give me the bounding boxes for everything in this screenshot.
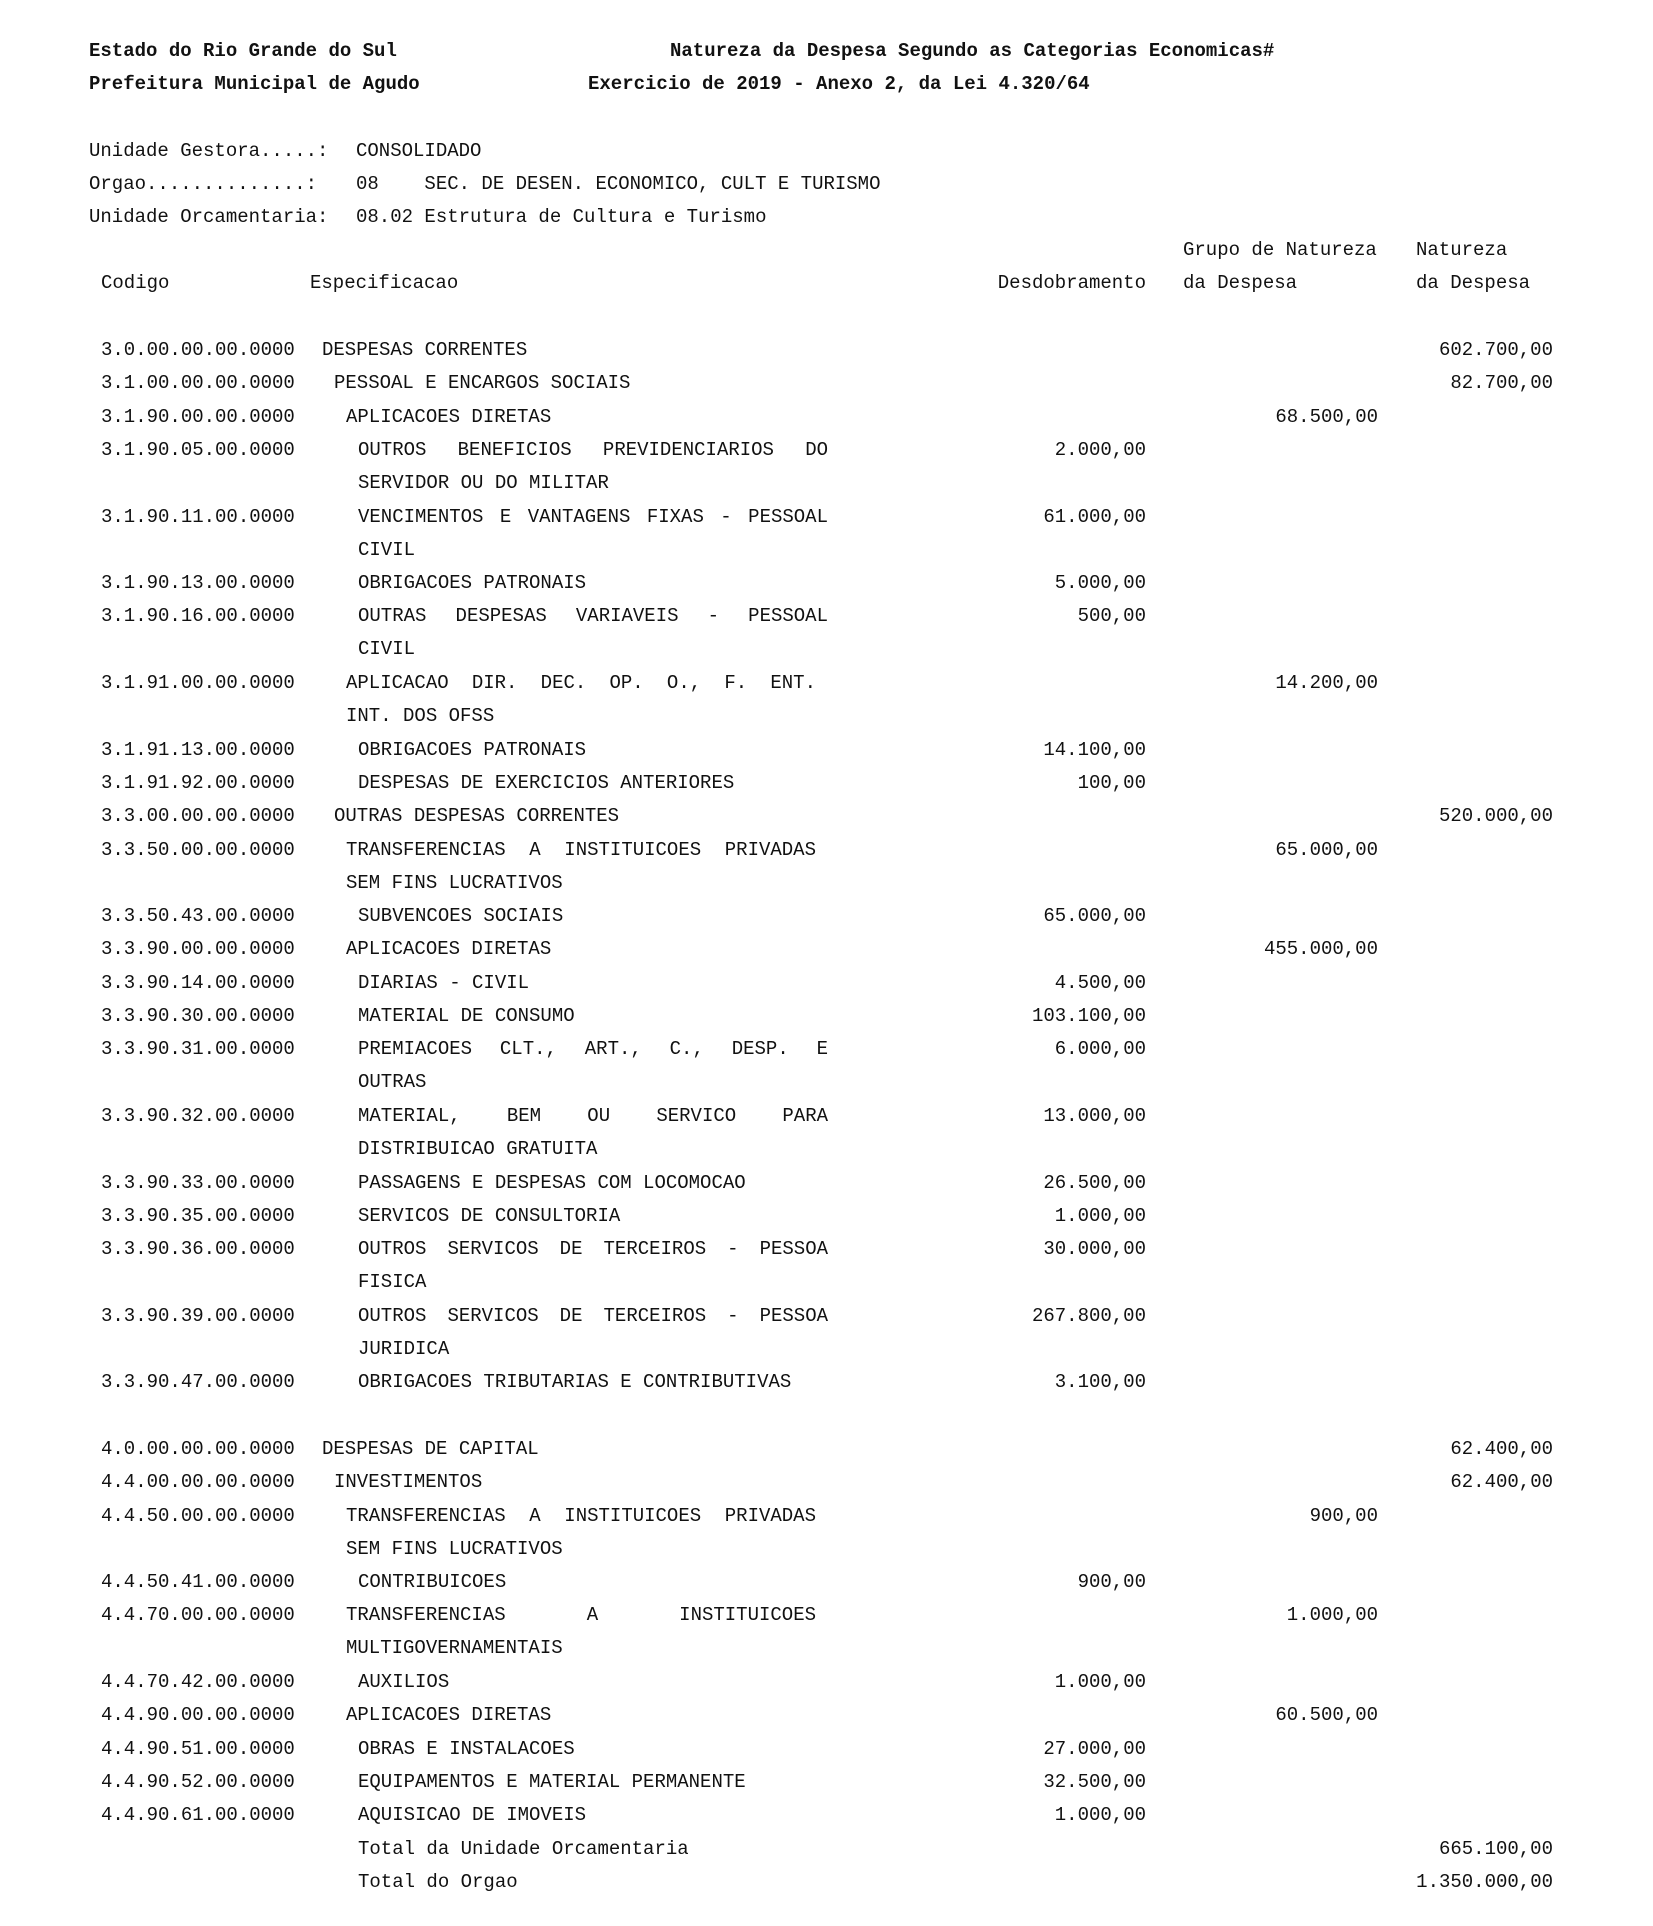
row-code: 3.3.90.36.00.0000: [101, 1238, 295, 1261]
col-especificacao: Especificacao: [310, 272, 459, 294]
row-specification: OUTRAS DESPESAS CORRENTES: [334, 805, 620, 828]
row-specification: APLICACOES DIRETAS: [346, 405, 552, 428]
row-specification: OBRIGACOES TRIBUTARIAS E CONTRIBUTIVAS: [358, 1371, 792, 1394]
row-desdobramento: 30.000,00: [1043, 1238, 1146, 1261]
row-specification: APLICACOES DIRETAS: [346, 1704, 552, 1727]
row-code: 3.0.00.00.00.0000: [101, 339, 295, 361]
row-specification: OUTROS SERVICOS DE TERCEIROS - PESSOA: [358, 1304, 828, 1327]
table-row: [0, 739, 1653, 772]
row-code: 3.3.00.00.00.0000: [101, 805, 295, 828]
row-grupo-natureza: 60.500,00: [1275, 1704, 1378, 1727]
table-row: [0, 772, 1653, 805]
total-value: 1.350.000,00: [1416, 1870, 1553, 1893]
table-row: [0, 672, 1653, 727]
row-grupo-natureza: 68.500,00: [1275, 405, 1378, 428]
row-desdobramento: 100,00: [1077, 771, 1146, 794]
row-code: 4.4.70.00.00.0000: [101, 1604, 295, 1627]
table-row: [0, 406, 1653, 439]
report-subtitle: Exercicio de 2019 - Anexo 2, da Lei 4.320/64: [588, 73, 1090, 95]
row-specification: OBRIGACOES PATRONAIS: [358, 572, 587, 595]
row-code: 3.3.90.14.00.0000: [101, 971, 295, 994]
row-specification-continued: SERVIDOR OU DO MILITAR: [358, 471, 609, 494]
table-row: [0, 438, 1653, 494]
row-specification: APLICACOES DIRETAS: [346, 938, 552, 961]
row-desdobramento: 267.800,00: [1031, 1304, 1146, 1327]
row-specification: TRANSFERENCIAS A INSTITUICOES PRIVADAS: [346, 838, 816, 861]
row-specification: CONTRIBUICOES: [358, 1571, 507, 1594]
table-row: [0, 1371, 1653, 1404]
row-natureza-despesa: 62.400,00: [1450, 1437, 1553, 1460]
row-specification: DIARIAS - CIVIL: [358, 971, 530, 994]
row-specification: PESSOAL E ENCARGOS SOCIAIS: [334, 372, 631, 395]
table-row: [0, 1471, 1653, 1504]
unidade-gestora-value: CONSOLIDADO: [356, 140, 482, 162]
table-row: [0, 1104, 1653, 1160]
entity-name: Estado do Rio Grande do Sul: [89, 40, 397, 62]
row-code: 4.4.90.52.00.0000: [101, 1770, 295, 1793]
table-row: [0, 1604, 1653, 1660]
table-row: [0, 1238, 1653, 1294]
row-desdobramento: 13.000,00: [1043, 1104, 1146, 1127]
table-row: [0, 339, 1653, 372]
row-desdobramento: 500,00: [1077, 605, 1146, 628]
row-specification: MATERIAL DE CONSUMO: [358, 1005, 575, 1027]
row-desdobramento: 2.000,00: [1054, 438, 1146, 461]
row-grupo-natureza: 900,00: [1309, 1504, 1378, 1527]
row-desdobramento: 27.000,00: [1043, 1737, 1146, 1760]
row-desdobramento: 1.000,00: [1054, 1804, 1146, 1827]
row-grupo-natureza: 65.000,00: [1275, 838, 1378, 861]
row-desdobramento: 900,00: [1077, 1571, 1146, 1594]
row-specification: TRANSFERENCIAS A INSTITUICOES PRIVADAS: [346, 1504, 816, 1527]
row-specification: AQUISICAO DE IMOVEIS: [358, 1804, 587, 1827]
row-specification: TRANSFERENCIAS A INSTITUICOES: [346, 1604, 816, 1627]
row-code: 3.3.50.43.00.0000: [101, 905, 295, 928]
table-row: [0, 938, 1653, 971]
row-specification: OUTRAS DESPESAS VARIAVEIS - PESSOAL: [358, 605, 828, 628]
row-specification: MATERIAL, BEM OU SERVICO PARA: [358, 1104, 828, 1127]
row-code: 3.3.90.47.00.0000: [101, 1371, 295, 1394]
row-specification: DESPESAS CORRENTES: [322, 339, 528, 361]
row-natureza-despesa: 82.700,00: [1450, 372, 1553, 395]
table-row: [0, 505, 1653, 561]
row-specification: PREMIACOES CLT., ART., C., DESP. E: [358, 1038, 828, 1061]
total-label: Total da Unidade Orcamentaria: [358, 1837, 689, 1860]
row-code: 4.4.90.00.00.0000: [101, 1704, 295, 1727]
total-row: [0, 1838, 1653, 1871]
row-specification: SUBVENCOES SOCIAIS: [358, 905, 564, 928]
row-specification: VENCIMENTOS E VANTAGENS FIXAS - PESSOAL: [358, 505, 828, 528]
table-row: [0, 1304, 1653, 1360]
table-row: [0, 1571, 1653, 1604]
col-grupo-line1: Grupo de Natureza: [1183, 239, 1377, 261]
table-row: [0, 838, 1653, 894]
col-desdobramento: Desdobramento: [997, 272, 1146, 294]
row-specification-continued: OUTRAS: [358, 1071, 427, 1094]
total-value: 665.100,00: [1438, 1837, 1553, 1860]
row-code: 3.3.90.33.00.0000: [101, 1171, 295, 1194]
table-row: [0, 1771, 1653, 1804]
row-grupo-natureza: 1.000,00: [1286, 1604, 1378, 1627]
row-code: 4.4.50.00.00.0000: [101, 1504, 295, 1527]
row-code: 4.4.70.42.00.0000: [101, 1671, 295, 1693]
table-row: [0, 372, 1653, 405]
table-row: [0, 1504, 1653, 1560]
row-code: 4.4.90.61.00.0000: [101, 1804, 295, 1827]
table-row: [0, 1172, 1653, 1205]
municipality-name: Prefeitura Municipal de Agudo: [89, 73, 420, 95]
table-row: [0, 805, 1653, 838]
row-code: 3.1.90.13.00.0000: [101, 572, 295, 595]
row-code: 3.1.91.92.00.0000: [101, 771, 295, 794]
unidade-orcamentaria-value: 08.02 Estrutura de Cultura e Turismo: [356, 206, 767, 228]
row-code: 3.3.90.31.00.0000: [101, 1038, 295, 1061]
row-specification-continued: SEM FINS LUCRATIVOS: [346, 1537, 563, 1560]
orgao-value: 08 SEC. DE DESEN. ECONOMICO, CULT E TURISMO: [356, 173, 881, 195]
table-row: [0, 1438, 1653, 1471]
table-row: [0, 905, 1653, 938]
table-row: [0, 572, 1653, 605]
report-title: Natureza da Despesa Segundo as Categorias Economicas#: [670, 40, 1275, 62]
row-specification: SERVICOS DE CONSULTORIA: [358, 1204, 621, 1227]
row-desdobramento: 103.100,00: [1031, 1005, 1146, 1027]
row-code: 3.1.90.16.00.0000: [101, 605, 295, 628]
row-code: 3.1.91.13.00.0000: [101, 738, 295, 761]
row-code: 3.1.90.11.00.0000: [101, 505, 295, 528]
row-code: 3.3.90.39.00.0000: [101, 1304, 295, 1327]
row-code: 4.4.50.41.00.0000: [101, 1571, 295, 1594]
row-specification-continued: INT. DOS OFSS: [346, 705, 495, 727]
row-desdobramento: 5.000,00: [1054, 572, 1146, 595]
row-natureza-despesa: 520.000,00: [1438, 805, 1553, 828]
row-code: 4.4.00.00.00.0000: [101, 1471, 295, 1494]
row-specification-continued: CIVIL: [358, 538, 416, 561]
row-grupo-natureza: 14.200,00: [1275, 672, 1378, 694]
row-grupo-natureza: 455.000,00: [1263, 938, 1378, 961]
total-label: Total do Orgao: [358, 1870, 518, 1893]
row-natureza-despesa: 62.400,00: [1450, 1471, 1553, 1494]
row-specification: OBRAS E INSTALACOES: [358, 1737, 575, 1760]
row-specification-continued: DISTRIBUICAO GRATUITA: [358, 1137, 598, 1160]
row-desdobramento: 3.100,00: [1054, 1371, 1146, 1394]
row-desdobramento: 26.500,00: [1043, 1171, 1146, 1194]
row-desdobramento: 32.500,00: [1043, 1770, 1146, 1793]
table-row: [0, 972, 1653, 1005]
row-code: 3.1.91.00.00.0000: [101, 672, 295, 694]
table-row: [0, 605, 1653, 661]
row-code: 3.3.90.35.00.0000: [101, 1204, 295, 1227]
table-row: [0, 1005, 1653, 1038]
row-desdobramento: 6.000,00: [1054, 1038, 1146, 1061]
row-specification: OUTROS SERVICOS DE TERCEIROS - PESSOA: [358, 1238, 828, 1261]
row-code: 3.1.00.00.00.0000: [101, 372, 295, 395]
total-row: [0, 1871, 1653, 1904]
row-desdobramento: 1.000,00: [1054, 1204, 1146, 1227]
row-specification: INVESTIMENTOS: [334, 1471, 483, 1494]
row-specification: DESPESAS DE EXERCICIOS ANTERIORES: [358, 771, 735, 794]
table-row: [0, 1671, 1653, 1704]
row-desdobramento: 61.000,00: [1043, 505, 1146, 528]
table-row: [0, 1738, 1653, 1771]
row-specification: EQUIPAMENTOS E MATERIAL PERMANENTE: [358, 1770, 746, 1793]
row-desdobramento: 14.100,00: [1043, 738, 1146, 761]
row-specification: OUTROS BENEFICIOS PREVIDENCIARIOS DO: [358, 438, 828, 461]
row-desdobramento: 4.500,00: [1054, 971, 1146, 994]
row-specification-continued: MULTIGOVERNAMENTAIS: [346, 1637, 563, 1660]
row-specification: AUXILIOS: [358, 1671, 450, 1693]
row-desdobramento: 65.000,00: [1043, 905, 1146, 928]
row-natureza-despesa: 602.700,00: [1438, 339, 1553, 361]
table-row: [0, 1038, 1653, 1094]
row-specification: PASSAGENS E DESPESAS COM LOCOMOCAO: [358, 1171, 746, 1194]
row-code: 4.0.00.00.00.0000: [101, 1437, 295, 1460]
row-code: 3.3.90.00.00.0000: [101, 938, 295, 961]
unidade-gestora-label: Unidade Gestora.....:: [89, 140, 329, 162]
row-code: 3.3.50.00.00.0000: [101, 838, 295, 861]
row-code: 4.4.90.51.00.0000: [101, 1737, 295, 1760]
row-specification-continued: CIVIL: [358, 638, 416, 661]
table-row: [0, 1704, 1653, 1737]
row-code: 3.1.90.05.00.0000: [101, 438, 295, 461]
unidade-orcamentaria-label: Unidade Orcamentaria:: [89, 206, 329, 228]
row-code: 3.1.90.00.00.0000: [101, 405, 295, 428]
row-code: 3.3.90.30.00.0000: [101, 1005, 295, 1027]
col-grupo-line2: da Despesa: [1183, 272, 1298, 294]
col-natureza-line1: Natureza: [1416, 239, 1508, 261]
table-row: [0, 1205, 1653, 1238]
row-desdobramento: 1.000,00: [1054, 1671, 1146, 1693]
table-row: [0, 1804, 1653, 1837]
col-codigo: Codigo: [101, 272, 170, 294]
row-specification: OBRIGACOES PATRONAIS: [358, 738, 587, 761]
orgao-label: Orgao..............:: [89, 173, 318, 195]
row-specification-continued: SEM FINS LUCRATIVOS: [346, 871, 563, 894]
col-natureza-line2: da Despesa: [1416, 272, 1531, 294]
row-specification: APLICACAO DIR. DEC. OP. O., F. ENT.: [346, 672, 816, 694]
row-specification: DESPESAS DE CAPITAL: [322, 1437, 539, 1460]
row-specification-continued: JURIDICA: [358, 1337, 450, 1360]
row-specification-continued: FISICA: [358, 1271, 427, 1294]
row-code: 3.3.90.32.00.0000: [101, 1104, 295, 1127]
